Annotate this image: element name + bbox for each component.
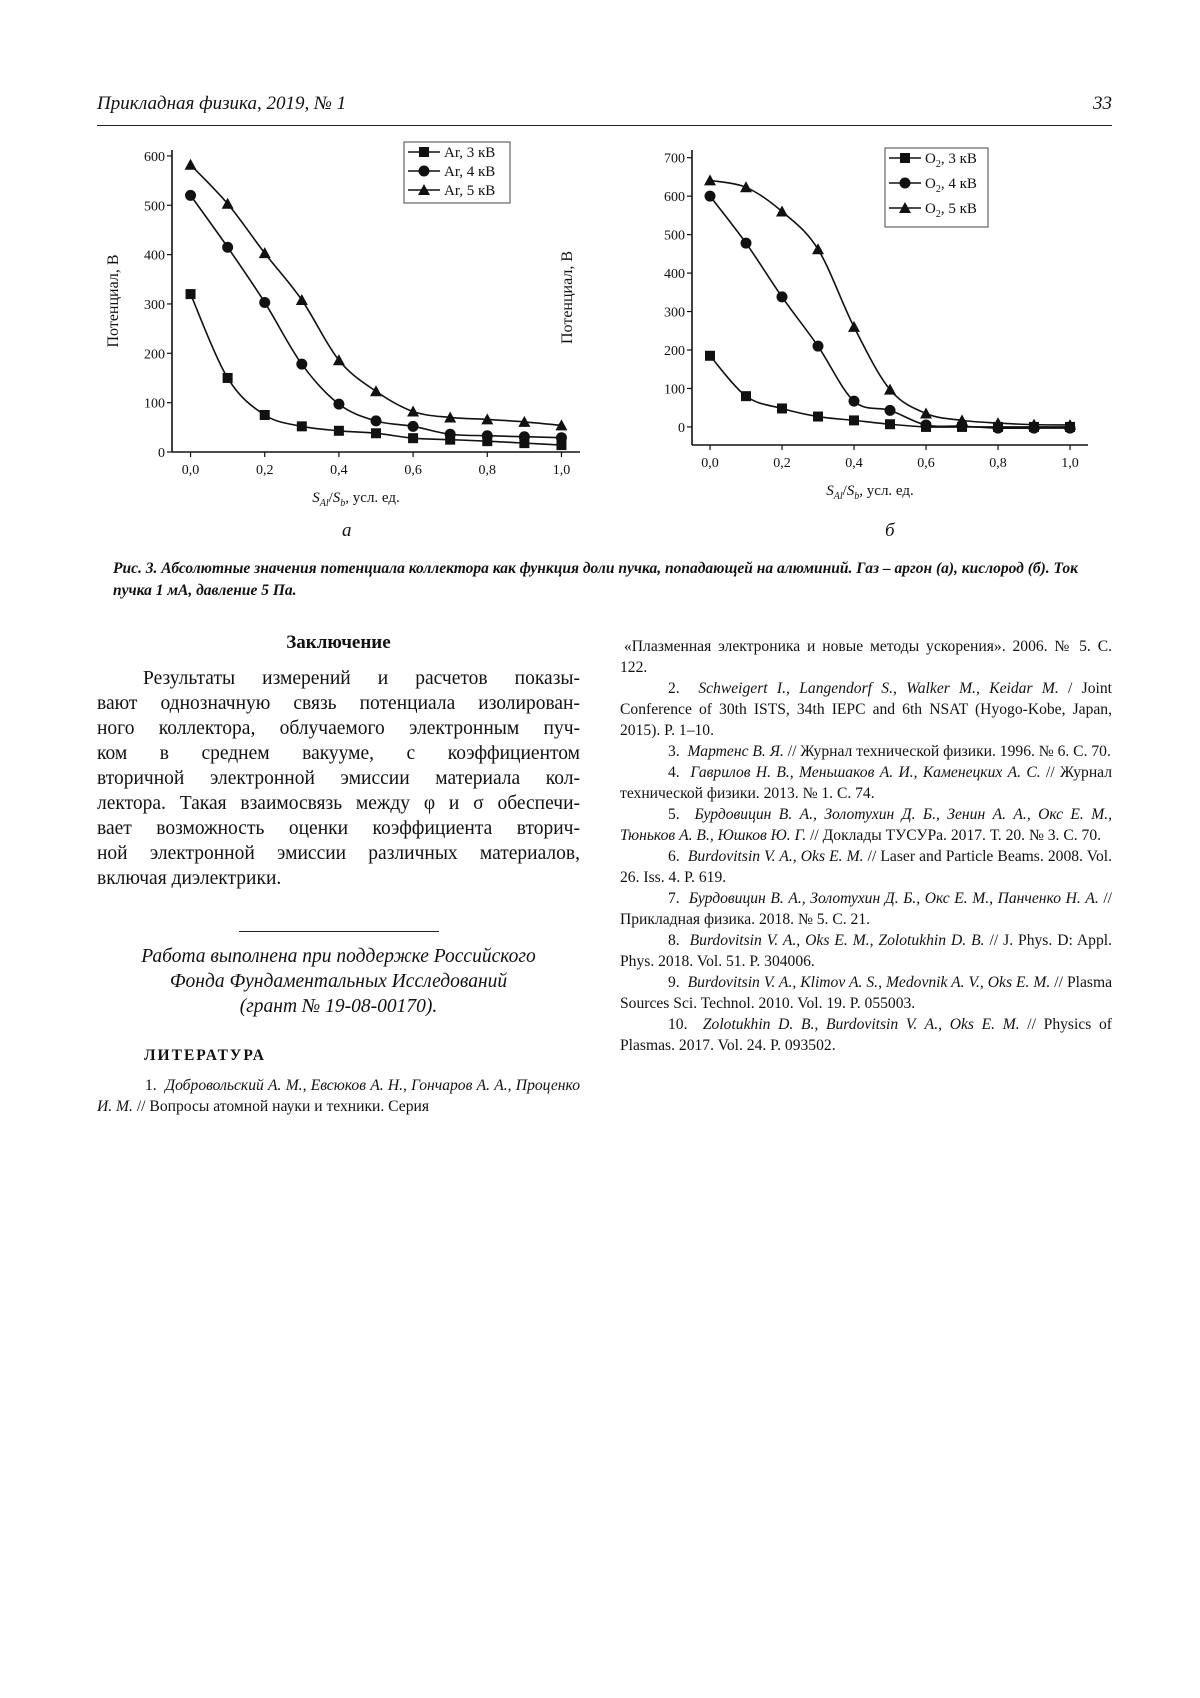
chart-oxygen — [580, 130, 1120, 510]
legend-label — [925, 201, 977, 220]
data-point-square — [260, 410, 270, 420]
legend-label — [925, 151, 977, 170]
data-point-triangle — [848, 321, 860, 332]
x-tick-label: 0,6 — [404, 463, 422, 478]
reference-authors: Burdovitsin V. A., Klimov A. S., Medovnik A. V., Oks E. M. — [688, 974, 1051, 991]
y-tick-label: 400 — [144, 249, 165, 264]
reference-source: // Laser and Particle Beams. 2008. Vol. 26. Iss. 4. P. 619. — [620, 848, 1112, 886]
reference-number: 9. — [668, 974, 680, 991]
reference-source: // Доклады ТУСУРа. 2017. Т. 20. № 3. С. 70. — [806, 827, 1101, 844]
reference-source: / Joint Conference of 30th ISTS, 34th IEPC and 6th NSAT (Hyogo-Kobe, Japan, 2015). P. 1–10. — [620, 680, 1112, 739]
y-tick-label: 200 — [664, 344, 685, 359]
x-axis-label-part: Al — [319, 498, 329, 509]
reference-number: 7. — [668, 890, 680, 907]
legend-label-part: O — [925, 151, 936, 167]
data-point-circle — [813, 341, 824, 352]
reference-authors: Добровольский А. М., Евсюков А. Н., Гончаров А. А., Проценко И. М. — [97, 1077, 580, 1115]
data-point-circle — [741, 238, 752, 249]
figure-caption — [113, 558, 1098, 602]
reference-number: 3. — [668, 743, 680, 760]
paragraph-line: вает возможность оценки коэффициента вторич- — [97, 816, 580, 841]
x-axis-label-part: b — [340, 498, 345, 509]
reference-item — [620, 846, 1112, 888]
data-point-circle — [185, 190, 196, 201]
reference-number: 2. — [668, 680, 680, 697]
data-point-circle — [705, 191, 716, 202]
reference-source: // Журнал технической физики. 1996. № 6. С. 70. — [784, 743, 1111, 760]
reference-source: // Plasma Sources Sci. Technol. 2010. Vol. 19. P. 055003. — [620, 974, 1112, 1012]
data-point-triangle — [370, 385, 382, 396]
legend-label-part: Ar, 5 кВ — [444, 183, 495, 199]
reference-number: 4. — [668, 764, 680, 781]
legend-label — [925, 176, 977, 195]
caption-text: Абсолютные значения потенциала коллектора как функция доли пучка, попадающей на алюминий. Газ – аргон (а), кислород (б). Ток пучка 1 мА, давление 5 Па. — [113, 560, 1078, 599]
legend-label-part: O — [925, 176, 936, 192]
funding-line: Работа выполнена при поддержке Российского — [97, 944, 580, 969]
legend-label — [444, 145, 495, 161]
paragraph-line: лектора. Такая взаимосвязь между φ и σ обеспечи- — [97, 791, 580, 816]
data-point-square — [705, 351, 715, 361]
legend-marker-square — [419, 147, 429, 157]
reference-authors: Burdovitsin V. A., Oks E. M. — [688, 848, 864, 865]
legend-marker-circle — [900, 178, 911, 189]
data-point-triangle — [704, 174, 716, 185]
data-point-triangle — [740, 181, 752, 192]
header-divider — [97, 125, 1112, 126]
x-axis-label-part: / — [843, 483, 848, 499]
data-point-triangle — [407, 406, 419, 417]
funding-note — [97, 944, 580, 1019]
data-point-square — [849, 415, 859, 425]
reference-authors: Гаврилов Н. В., Меньшаков А. И., Каменецких А. С. — [690, 764, 1040, 781]
reference-item — [620, 972, 1112, 1014]
x-axis-label-part: S — [826, 483, 834, 499]
x-tick-label: 0,2 — [773, 456, 791, 471]
reference-number: 6. — [668, 848, 680, 865]
x-tick-label: 0,0 — [701, 456, 719, 471]
y-tick-label: 100 — [144, 397, 165, 412]
conclusion-heading: Заключение — [97, 632, 580, 654]
data-point-circle — [556, 432, 567, 443]
legend-label-part: Ar, 3 кВ — [444, 145, 495, 161]
reference-item — [620, 741, 1112, 762]
data-point-circle — [445, 429, 456, 440]
reference-authors: Zolotukhin D. B., Burdovitsin V. A., Oks E. M. — [703, 1016, 1020, 1033]
data-point-square — [408, 433, 418, 443]
legend-label-part: 2 — [936, 209, 941, 220]
y-tick-label: 600 — [664, 190, 685, 205]
y-tick-label: 500 — [664, 229, 685, 244]
data-point-circle — [885, 405, 896, 416]
x-axis-label-part: S — [333, 490, 341, 506]
reference-authors: Мартенс В. Я. — [688, 743, 784, 760]
panel-label-a: а — [342, 520, 352, 542]
reference-number: 1. — [145, 1077, 157, 1094]
legend-label — [444, 183, 495, 199]
page-number: 33 — [1093, 93, 1112, 115]
legend-label-part: , 4 кВ — [941, 176, 977, 192]
paragraph-line: вают однозначную связь потенциала изолирован- — [97, 691, 580, 716]
reference-number: 10. — [668, 1016, 688, 1033]
funding-divider — [239, 931, 439, 932]
data-point-square — [334, 426, 344, 436]
x-tick-label: 0,0 — [182, 463, 200, 478]
x-tick-label: 0,6 — [917, 456, 935, 471]
y-tick-label: 600 — [144, 150, 165, 165]
x-axis-label-part: / — [329, 490, 334, 506]
data-point-circle — [849, 396, 860, 407]
reference-item — [620, 762, 1112, 804]
legend-marker-circle — [419, 166, 430, 177]
data-point-square — [741, 391, 751, 401]
data-point-circle — [408, 421, 419, 432]
y-tick-label: 300 — [144, 298, 165, 313]
data-point-triangle — [920, 407, 932, 418]
paragraph-line: Результаты измерений и расчетов показы- — [97, 666, 580, 691]
data-point-triangle — [812, 243, 824, 254]
data-point-square — [885, 419, 895, 429]
legend-label — [444, 164, 495, 180]
y-tick-label: 400 — [664, 267, 685, 282]
journal-header: Прикладная физика, 2019, № 1 — [97, 93, 346, 115]
x-tick-label: 1,0 — [1061, 456, 1079, 471]
legend-label-part: , 3 кВ — [941, 151, 977, 167]
data-point-circle — [333, 399, 344, 410]
x-tick-label: 0,2 — [256, 463, 274, 478]
panel-label-b: б — [885, 520, 895, 542]
y-tick-label: 200 — [144, 347, 165, 362]
y-tick-label: 100 — [664, 382, 685, 397]
reference-item — [620, 888, 1112, 930]
data-point-square — [297, 421, 307, 431]
paragraph-line: вторичной электронной эмиссии материала кол- — [97, 766, 580, 791]
x-axis-label-part: S — [847, 483, 855, 499]
references-heading: ЛИТЕРАТУРА — [144, 1047, 580, 1065]
y-tick-label: 0 — [158, 446, 165, 461]
reference-authors: Schweigert I., Langendorf S., Walker M., Keidar M. — [698, 680, 1058, 697]
data-point-square — [223, 373, 233, 383]
x-axis-label-part: S — [312, 490, 320, 506]
legend-marker-square — [900, 153, 910, 163]
caption-label: Рис. 3. — [113, 560, 157, 577]
data-point-triangle — [296, 294, 308, 305]
data-point-circle — [296, 359, 307, 370]
right-column — [620, 636, 1112, 1056]
reference-number: 5. — [668, 806, 680, 823]
legend-label-part: 2 — [936, 184, 941, 195]
reference-item — [620, 930, 1112, 972]
data-point-circle — [921, 420, 932, 431]
conclusion-paragraph — [97, 666, 580, 891]
funding-line: Фонда Фундаментальных Исследований — [97, 969, 580, 994]
data-point-circle — [519, 431, 530, 442]
reference-list — [620, 678, 1112, 1056]
y-tick-label: 700 — [664, 152, 685, 167]
reference-source: // Журнал технической физики. 2013. № 1. С. 74. — [620, 764, 1112, 802]
chart-argon — [0, 130, 600, 510]
reference-authors: Бурдовицин В. А., Золотухин Д. Б., Окс Е. М., Панченко Н. А. — [689, 890, 1099, 907]
data-point-circle — [259, 297, 270, 308]
x-axis-label-part: Al — [833, 491, 843, 502]
data-point-triangle — [185, 159, 197, 170]
x-tick-label: 0,8 — [989, 456, 1007, 471]
data-point-circle — [482, 430, 493, 441]
reference-authors: Бурдовицин В. А., Золотухин Д. Б., Зенин А. А., Окс Е. М., Тюньков А. В., Юшков Ю. Г. — [620, 806, 1112, 844]
reference-item — [620, 804, 1112, 846]
legend-label-part: , 5 кВ — [941, 201, 977, 217]
data-point-square — [813, 412, 823, 422]
y-axis-label: Потенциал, В — [559, 251, 576, 344]
reference-item — [620, 678, 1112, 741]
left-column — [97, 632, 580, 1117]
data-point-square — [186, 289, 196, 299]
paragraph-line: ной электронной эмиссии различных материалов, — [97, 841, 580, 866]
x-tick-label: 1,0 — [553, 463, 571, 478]
y-tick-label: 0 — [678, 421, 685, 436]
y-axis-label: Потенциал, В — [105, 254, 122, 347]
x-axis-label-part: b — [854, 491, 859, 502]
reference-source: // Вопросы атомной науки и техники. Серия — [133, 1098, 429, 1115]
reference-continuation: «Плазменная электроника и новые методы ускорения». 2006. № 5. С. 122. — [620, 636, 1112, 678]
legend-label-part: 2 — [936, 159, 941, 170]
reference-source: // J. Phys. D: Appl. Phys. 2018. Vol. 51. P. 304006. — [620, 932, 1112, 970]
x-tick-label: 0,4 — [330, 463, 348, 478]
reference-item — [97, 1075, 580, 1117]
x-tick-label: 0,8 — [479, 463, 497, 478]
x-axis-label — [312, 490, 400, 509]
funding-line: (грант № 19-08-00170). — [97, 994, 580, 1019]
reference-item — [620, 1014, 1112, 1056]
x-axis-label-part: , усл. ед. — [345, 490, 400, 506]
reference-source: // Прикладная физика. 2018. № 5. С. 21. — [620, 890, 1112, 928]
data-point-square — [777, 403, 787, 413]
legend-label-part: Ar, 4 кВ — [444, 164, 495, 180]
paragraph-line: включая диэлектрики. — [97, 866, 580, 891]
data-point-square — [371, 428, 381, 438]
paragraph-line: ком в среднем вакууме, с коэффициентом — [97, 741, 580, 766]
x-axis-label-part: , усл. ед. — [859, 483, 914, 499]
paragraph-line: ного коллектора, облучаемого электронным пуч- — [97, 716, 580, 741]
x-axis-label — [826, 483, 914, 502]
x-tick-label: 0,4 — [845, 456, 863, 471]
reference-number: 8. — [668, 932, 680, 949]
data-point-circle — [371, 415, 382, 426]
reference-authors: Burdovitsin V. A., Oks E. M., Zolotukhin D. B. — [690, 932, 985, 949]
data-point-circle — [777, 291, 788, 302]
y-tick-label: 500 — [144, 199, 165, 214]
reference-source: // Physics of Plasmas. 2017. Vol. 24. P. 093502. — [620, 1016, 1112, 1054]
y-tick-label: 300 — [664, 306, 685, 321]
data-point-circle — [222, 242, 233, 253]
legend-label-part: O — [925, 201, 936, 217]
